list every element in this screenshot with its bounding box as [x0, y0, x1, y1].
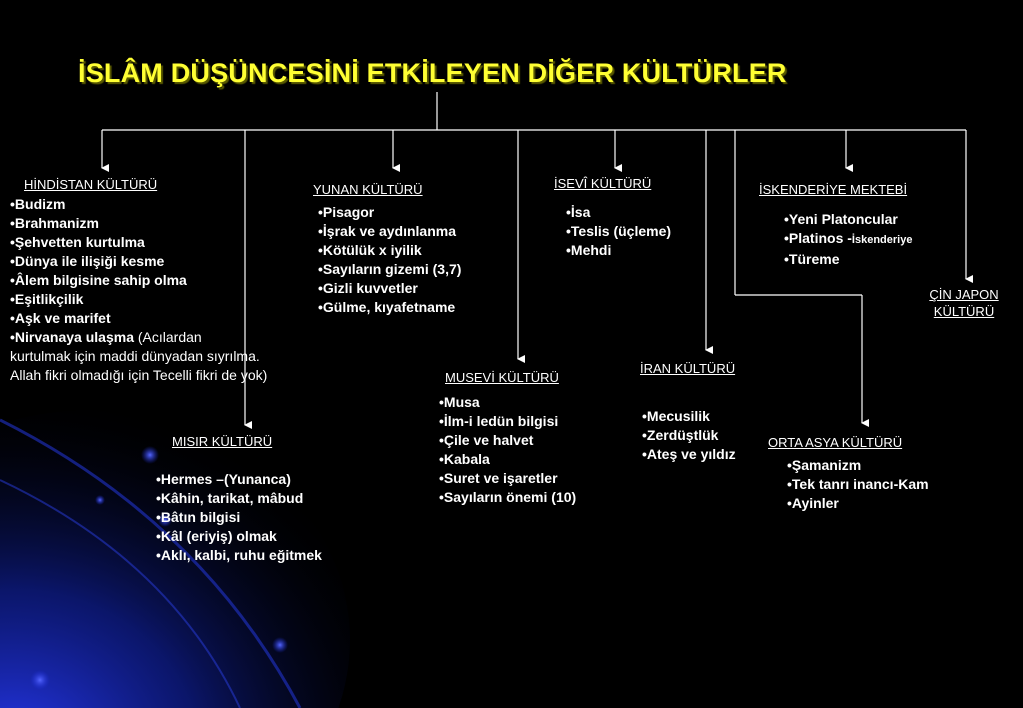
- list-item: • Brahmanizm: [10, 214, 202, 233]
- list-item: • Gizli kuvvetler: [318, 279, 461, 298]
- orta-asya-heading: ORTA ASYA KÜLTÜRÜ: [768, 435, 903, 450]
- cin-japon-heading: ÇİN JAPON: [929, 287, 999, 302]
- platinos-suffix: İskenderiye: [851, 234, 913, 246]
- list-item: • Âlem bilgisine sahip olma: [10, 271, 202, 290]
- list-item: • Budizm: [10, 195, 202, 214]
- list-item: • Mecusilik: [642, 407, 736, 426]
- list-item-label: Nirvanaya ulaşma: [14, 329, 134, 345]
- list-item: • Hermes –(Yunanca): [156, 470, 322, 489]
- list-item: • Musa: [439, 393, 576, 412]
- misir-list: [156, 470, 322, 565]
- list-item: • Eşitlikçilik: [10, 290, 202, 309]
- list-item: • Pisagor: [318, 203, 461, 222]
- list-item: • Türeme: [784, 250, 912, 269]
- list-item: • Kâl (eriyiş) olmak: [156, 527, 322, 546]
- list-item: • Yeni Platoncular: [784, 210, 912, 229]
- list-item: • Aşk ve marifet: [10, 309, 202, 328]
- list-item: • Dünya ile ilişiği kesme: [10, 252, 202, 271]
- list-item: • Kâhin, tarikat, mâbud: [156, 489, 322, 508]
- list-item: • Mehdi: [566, 241, 671, 260]
- list-item: • Şamanizm: [787, 456, 929, 475]
- list-item: • Zerdüştlük: [642, 426, 736, 445]
- hindistan-note-line: kurtulmak için maddi dünyadan sıyrılma.: [10, 348, 260, 364]
- iskenderiye-heading: İSKENDERİYE MEKTEBİ: [759, 182, 908, 197]
- list-item: • Kabala: [439, 450, 576, 469]
- list-item: • İlm-i ledün bilgisi: [439, 412, 576, 431]
- iran-list: [642, 407, 736, 464]
- list-item: • Teslis (üçleme): [566, 222, 671, 241]
- hindistan-heading: HİNDİSTAN KÜLTÜRÜ: [24, 177, 158, 192]
- hindistan-note-line: Allah fikri olmadığı için Tecelli fikri de yok): [10, 367, 268, 383]
- orta-asya-list: [787, 456, 929, 513]
- iskenderiye-list: [784, 210, 912, 269]
- list-item: • Ateş ve yıldız: [642, 445, 736, 464]
- cin-japon-heading-line2: KÜLTÜRÜ: [933, 304, 995, 319]
- iran-heading: İRAN KÜLTÜRÜ: [640, 361, 736, 376]
- list-item: • Ayinler: [787, 494, 929, 513]
- list-item: • Tek tanrı inancı-Kam: [787, 475, 929, 494]
- list-item: • Aklı, kalbi, ruhu eğitmek: [156, 546, 322, 565]
- yunan-list: [318, 203, 461, 317]
- list-item-label: Platinos -: [788, 230, 852, 246]
- list-item: • İsa: [566, 203, 671, 222]
- musevi-list: [439, 393, 576, 507]
- isevi-heading: İSEVÎ KÜLTÜRÜ: [554, 176, 652, 191]
- list-item-nirvana: [10, 328, 202, 347]
- list-item: • Şehvetten kurtulma: [10, 233, 202, 252]
- list-item: • Sayıların önemi (10): [439, 488, 576, 507]
- list-item: • İşrak ve aydınlanma: [318, 222, 461, 241]
- list-item: • Suret ve işaretler: [439, 469, 576, 488]
- hindistan-note: (Acılardan: [133, 329, 202, 345]
- list-item: • Sayıların gizemi (3,7): [318, 260, 461, 279]
- list-item: • Bâtın bilgisi: [156, 508, 322, 527]
- list-item: • Kötülük x iyilik: [318, 241, 461, 260]
- hindistan-list: [10, 195, 202, 347]
- list-item: • Gülme, kıyafetname: [318, 298, 461, 317]
- list-item-platinos: [784, 229, 912, 250]
- isevi-list: [566, 203, 671, 260]
- page-title: İSLÂM DÜŞÜNCESİNİ ETKİLEYEN DİĞER KÜLTÜRLER: [78, 58, 787, 88]
- musevi-heading: MUSEVİ KÜLTÜRÜ: [445, 370, 559, 385]
- list-item: • Çile ve halvet: [439, 431, 576, 450]
- yunan-heading: YUNAN KÜLTÜRÜ: [313, 182, 423, 197]
- misir-heading: MISIR KÜLTÜRÜ: [172, 434, 273, 449]
